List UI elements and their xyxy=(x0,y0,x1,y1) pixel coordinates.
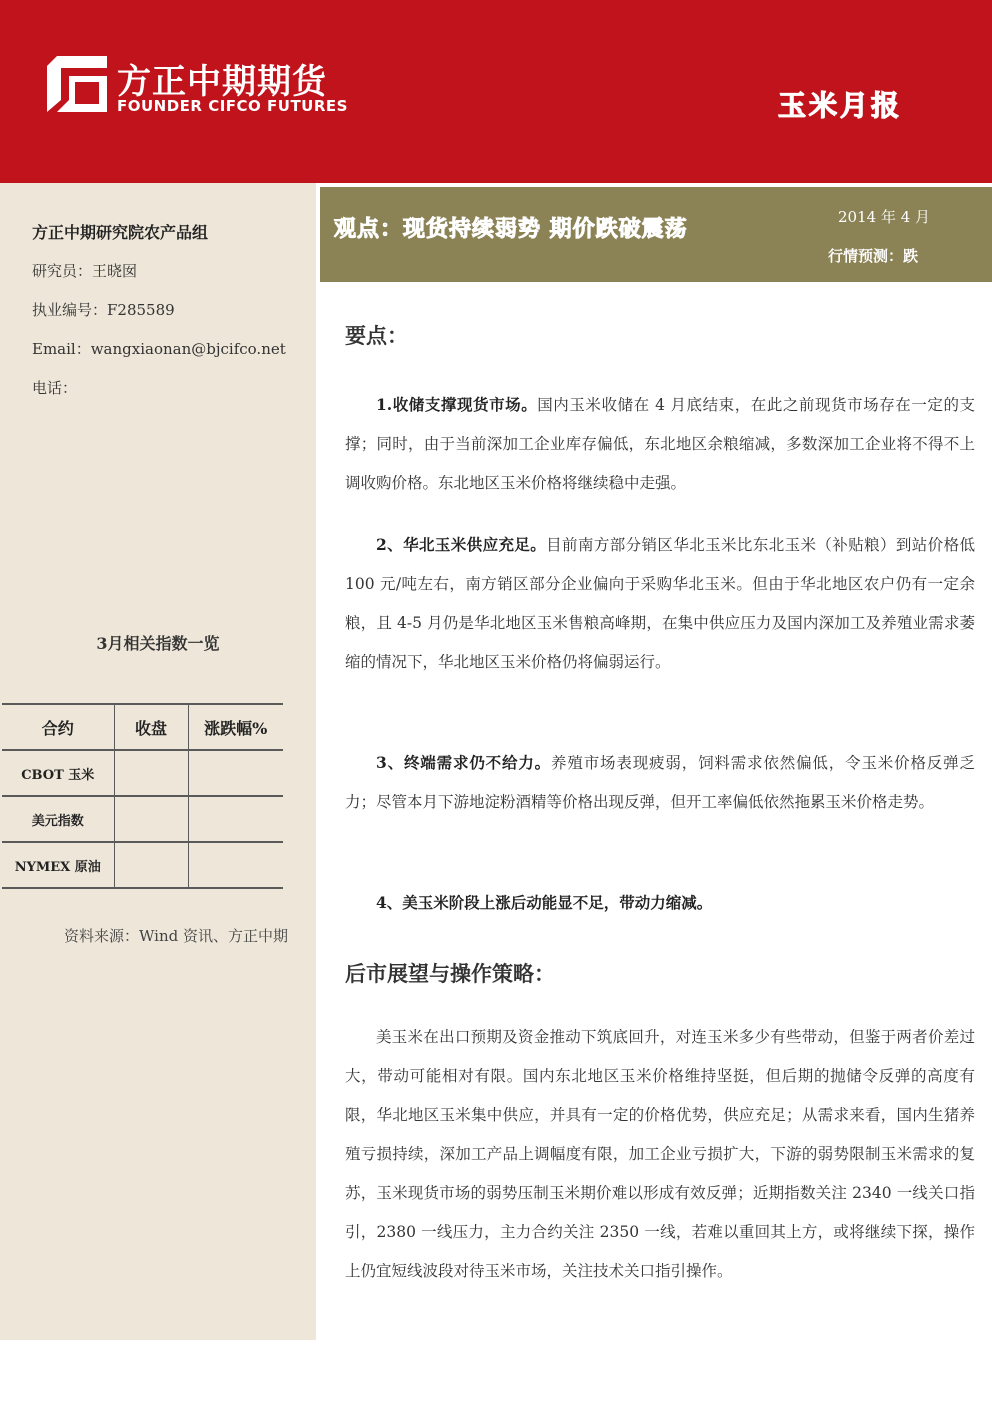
report-type-title: 玉米月报 xyxy=(778,89,903,122)
table-header-row xyxy=(2,704,283,750)
table-cell: 美元指数 xyxy=(2,796,114,842)
table-cell xyxy=(114,750,188,796)
phone-label: 电话： xyxy=(32,379,78,397)
column-header: 收盘 xyxy=(114,704,188,750)
header-bar xyxy=(0,0,992,183)
index-table-title: 3月相关指数一览 xyxy=(96,634,220,653)
table-cell xyxy=(114,842,188,888)
viewpoint-title: 观点：现货持续弱势 期价跌破震荡 xyxy=(334,217,688,242)
table-cell xyxy=(188,796,283,842)
researcher-name: 研究员：王晓囡 xyxy=(32,262,138,280)
key-point-text: 国内玉米收储在 4 月底结束，在此之前现货市场存在一定的支撑；同时，由于当前深加工企业库存偏低，东北地区余粮缩减，多数深加工企业将不得不上调收购价格。东北地区玉米价格将继续稳中走强。 xyxy=(345,396,975,492)
table-cell xyxy=(188,750,283,796)
key-point-text: 目前南方部分销区华北玉米比东北玉米（补贴粮）到站价格低 100 元/吨左右，南方销区部分企业偏向于采购华北玉米。但由于华北地区农户仍有一定余粮，且 4-5 月仍是华北地区玉米售粮高峰期，在集中供应压力及国内深加工及养殖业需求萎缩的情况下，华北地区玉米价格仍将偏弱运行。 xyxy=(345,536,975,671)
key-point-lead: 2、华北玉米供应充足。 xyxy=(376,535,547,554)
table-cell xyxy=(114,796,188,842)
column-header: 合约 xyxy=(2,704,114,750)
table-cell xyxy=(188,842,283,888)
key-point-1 xyxy=(345,385,975,503)
table-row xyxy=(2,796,283,842)
research-group-name: 方正中期研究院农产品组 xyxy=(32,223,209,242)
market-forecast: 行情预测：跌 xyxy=(828,247,919,265)
key-point-2 xyxy=(345,525,975,682)
key-point-3 xyxy=(345,743,975,822)
table-row xyxy=(2,750,283,796)
column-header: 涨跌幅% xyxy=(188,704,283,750)
outlook-text: 美玉米在出口预期及资金推动下筑底回升，对连玉米多少有些带动，但鉴于两者价差过大，带动可能相对有限。国内东北地区玉米价格维持坚挺，但后期的抛储令反弹的高度有限，华北地区玉米集中供应，并具有一定的价格优势，供应充足；从需求来看，国内生猪养殖亏损持续，深加工产品上调幅度有限，加工企业亏损扩大，下游的弱势限制玉米需求的复苏，玉米现货市场的弱势压制玉米期价难以形成有效反弹；近期指数关注 2340 一线关口指引，2380 一线压力，主力合约关注 2350 一线，若难以重回其上方，或将继续下探，操作上仍宜短线波段对待玉米市场，关注技术关口指引操作。 xyxy=(345,1028,975,1280)
outlook-section xyxy=(345,1018,975,1291)
table-cell: NYMEX 原油 xyxy=(2,842,114,888)
table-cell: CBOT 玉米 xyxy=(2,750,114,796)
key-point-text: 养殖市场表现疲弱，饲料需求依然偏低，令玉米价格反弹乏力；尽管本月下游地淀粉酒精等价格出现反弹，但开工率偏低依然拖累玉米价格走势。 xyxy=(345,754,975,811)
report-date: 2014 年 4 月 xyxy=(838,208,931,226)
index-table xyxy=(2,703,283,889)
key-point-lead: 4、美玉米阶段上涨后动能显不足，带动力缩减。 xyxy=(376,893,713,912)
key-point-lead: 1.收储支撑现货市场。 xyxy=(376,395,538,414)
logo-english-name: FOUNDER CIFCO FUTURES xyxy=(117,97,348,115)
data-source-note: 资料来源：Wind 资讯、方正中期 xyxy=(64,927,288,945)
company-logo-icon xyxy=(47,56,107,112)
logo-chinese-name: 方正中期期货 xyxy=(117,62,327,102)
key-point-lead: 3、终端需求仍不给力。 xyxy=(376,753,552,772)
viewpoint-banner xyxy=(320,187,992,282)
key-point-4 xyxy=(345,883,975,923)
outlook-heading: 后市展望与操作策略： xyxy=(345,962,555,986)
key-points-heading: 要点： xyxy=(345,324,408,348)
table-row xyxy=(2,842,283,888)
license-number: 执业编号：F285589 xyxy=(32,301,175,319)
email-address: Email：wangxiaonan@bjcifco.net xyxy=(32,340,286,358)
